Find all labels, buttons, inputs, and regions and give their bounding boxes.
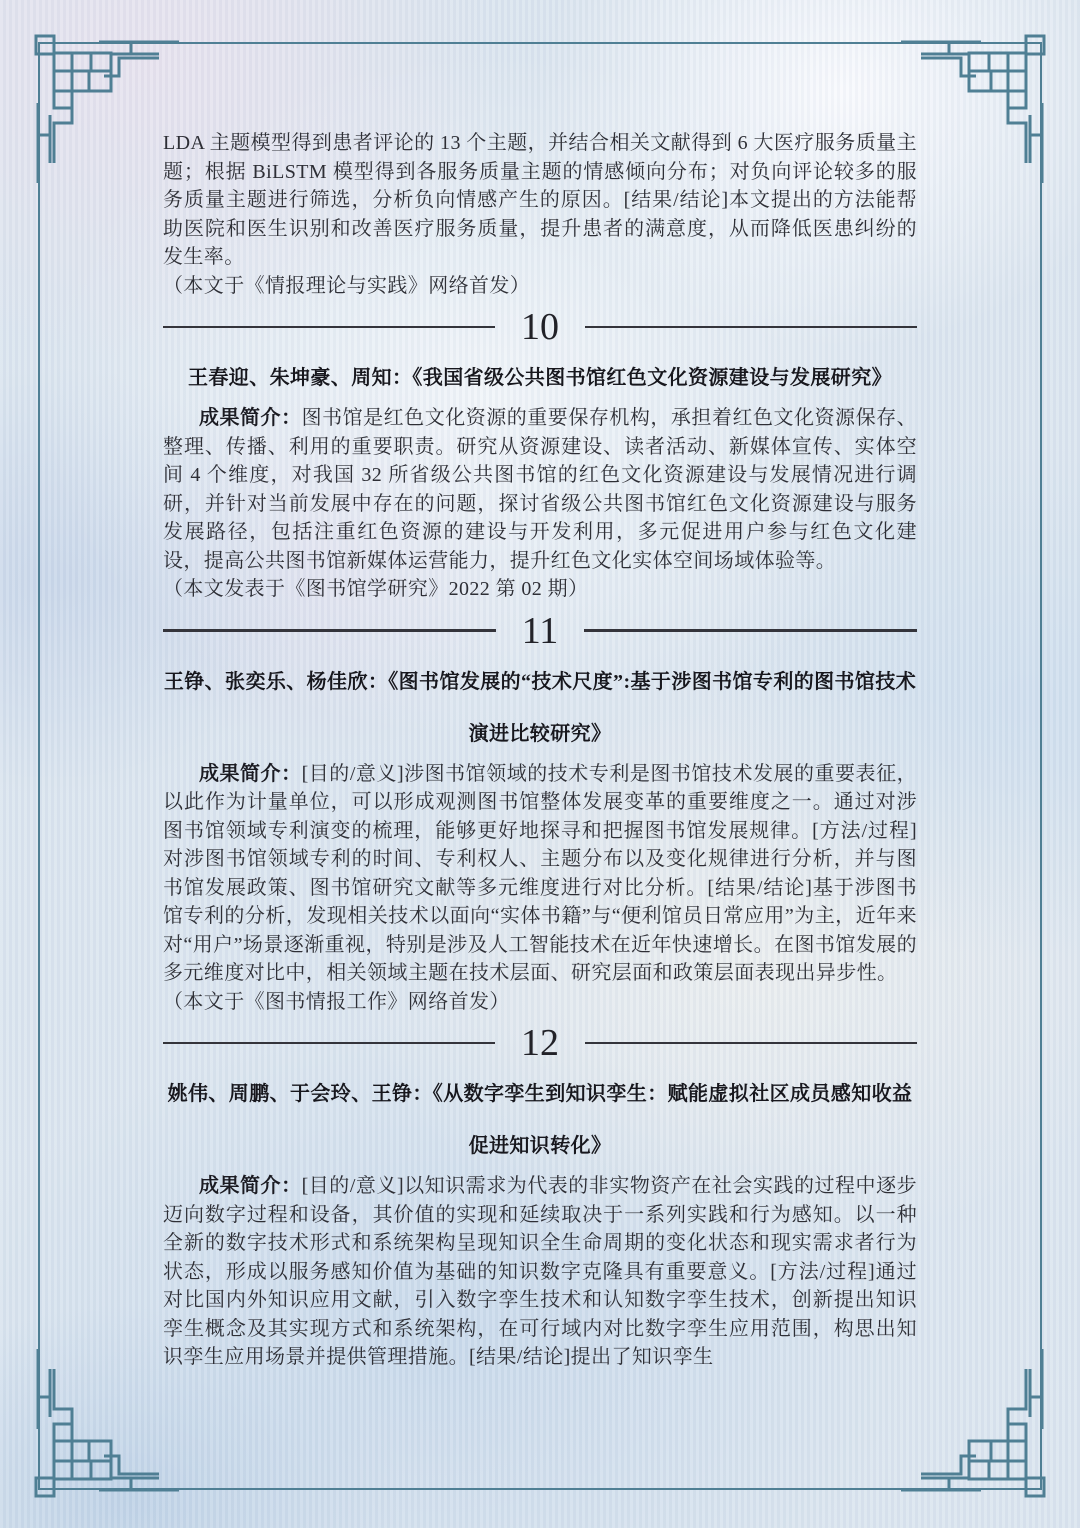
- divider-line-right: [585, 326, 917, 329]
- divider-line-left: [163, 1042, 495, 1045]
- section-divider: [163, 1024, 917, 1062]
- section-intro-paragraph: [163, 760, 917, 988]
- divider-line-left: [163, 629, 496, 632]
- section-intro-paragraph: [163, 1172, 917, 1372]
- fret-corner-top-right-icon: [901, 33, 1051, 183]
- intro-label: 成果简介：: [199, 407, 302, 429]
- intro-label: 成果简介：: [199, 762, 302, 785]
- section-title: 王春迎、朱坤豪、周知：《我国省级公共图书馆红色文化资源建设与发展研究》: [188, 367, 892, 389]
- fret-corner-bottom-right-icon: [901, 1349, 1051, 1499]
- section-title: 姚伟、周鹏、于会玲、王铮：《从数字孪生到知识孪生：赋能虚拟社区成员感知收益促进知识转化》: [167, 1083, 913, 1157]
- section-number: 10: [521, 306, 559, 348]
- section-number: 11: [521, 609, 559, 652]
- continuation-paragraph: LDA 主题模型得到患者评论的 13 个主题，并结合相关文献得到 6 大医疗服务质量主题；根据 BiLSTM 模型得到各服务质量主题的情感倾向分布；对负向评论较多的服务质量主题进行筛选，分析负向情感产生的原因。[结果/结论]本文提出的方法能帮助医院和医生识别和改善医疗服务质量，提升患者的满意度，从而降低医患纠纷的发生率。: [163, 132, 917, 268]
- section-number: 12: [521, 1022, 559, 1064]
- divider-line-left: [163, 326, 495, 329]
- intro-label: 成果简介：: [199, 1175, 302, 1197]
- divider-line-right: [584, 629, 917, 632]
- section-source-note: （本文于《图书情报工作》网络首发）: [163, 990, 510, 1013]
- continuation-source-note: （本文于《情报理论与实践》网络首发）: [163, 274, 531, 297]
- section-divider: [163, 308, 917, 346]
- section-intro-paragraph: [163, 404, 917, 575]
- intro-body: [目的/意义]以知识需求为代表的非实物资产在社会实践的过程中逐步迈向数字过程和设备，其价值的实现和延续取决于一系列实践和行为感知。以一种全新的数字技术形式和系统架构呈现知识全生命周期的变化状态和现实需求者行为状态，形成以服务感知价值为基础的知识数字克隆具有重要意义。[方法/过程]通过对比国内外知识应用文献，引入数字孪生技术和认知数字孪生技术，创新提出知识孪生概念及其实现方式和系统架构，在可行域内对比数字孪生应用范围，构思出知识孪生应用场景并提供管理措施。[结果/结论]提出了知识孪生: [163, 1175, 917, 1368]
- divider-line-right: [585, 1042, 917, 1045]
- section-divider: [163, 609, 917, 652]
- document-content: [163, 129, 917, 1372]
- section-title: 王铮、张奕乐、杨佳欣：《图书馆发展的“技术尺度”:基于涉图书馆专利的图书馆技术演进比较研究》: [163, 670, 917, 745]
- fret-corner-bottom-left-icon: [29, 1349, 179, 1499]
- section-source-note: （本文发表于《图书馆学研究》2022 第 02 期）: [163, 578, 589, 600]
- intro-body: [目的/意义]涉图书馆领域的技术专利是图书馆技术发展的重要表征，以此作为计量单位，可以形成观测图书馆整体发展变革的重要维度之一。通过对涉图书馆领域专利演变的梳理，能够更好地探寻和把握图书馆发展规律。[方法/过程]对涉图书馆领域专利的时间、专利权人、主题分布以及变化规律进行分析，并与图书馆发展政策、图书馆研究文献等多元维度进行对比分析。[结果/结论]基于涉图书馆专利的分析，发现相关技术以面向“实体书籍”与“便利馆员日常应用”为主，近年来对“用户”场景逐渐重视，特别是涉及人工智能技术在近年快速增长。在图书馆发展的多元维度对比中，相关领域主题在技术层面、研究层面和政策层面表现出异步性。: [163, 762, 917, 984]
- fret-corner-top-left-icon: [29, 33, 179, 183]
- intro-body: 图书馆是红色文化资源的重要保存机构，承担着红色文化资源保存、整理、传播、利用的重要职责。研究从资源建设、读者活动、新媒体宣传、实体空间 4 个维度，对我国 32 所省级公共图书馆的红色文化资源建设与发展情况进行调研，并针对当前发展中存在的问题，探讨省级公共图书馆红色文化资源建设与服务发展路径，包括注重红色资源的建设与开发利用，多元促进用户参与红色文化建设，提高公共图书馆新媒体运营能力，提升红色文化实体空间场域体验等。: [163, 407, 918, 572]
